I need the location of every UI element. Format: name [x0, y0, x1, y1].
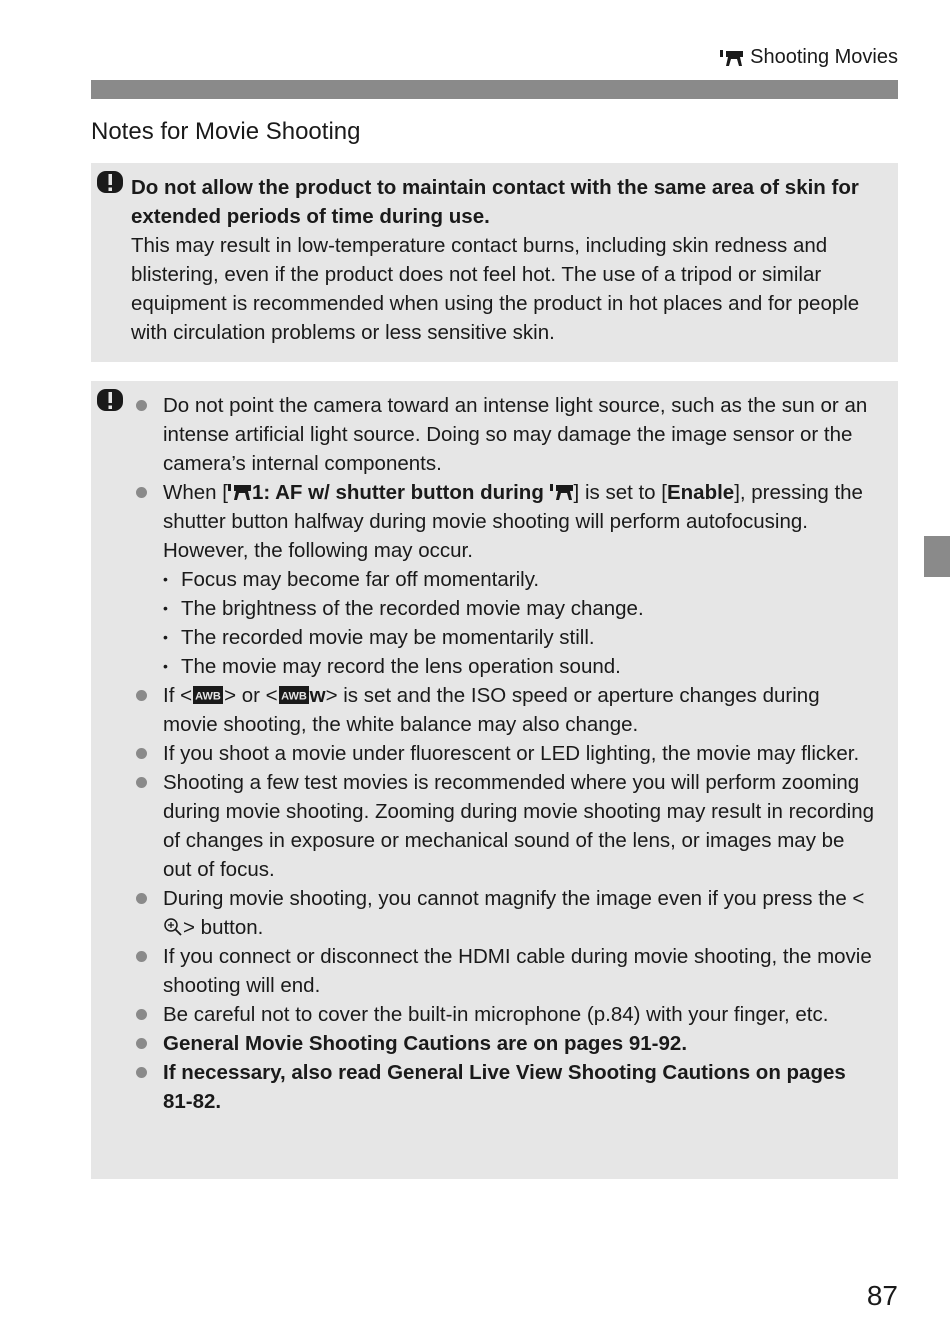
note-item: When [ 1: AF w/ shutter button during ] is set to [Enable], pressing the shutter button halfway during movie shooting will perform autofocusing. However, the following may occur. • Focus may become far off momentarily. • The brightness of the recorded movie may change. • The recorded movie may be momentarily still. • The movie may record the lens operation sound. [131, 478, 878, 681]
note-item: If you shoot a movie under fluorescent or LED lighting, the movie may flicker. [131, 739, 878, 768]
warning-headline: Do not allow the product to maintain contact with the same area of skin for extended periods of time during use. [131, 176, 859, 228]
movie-camera-icon [228, 482, 252, 502]
svg-text:AWB: AWB [280, 690, 307, 703]
note-item: If you connect or disconnect the HDMI cable during movie shooting, the movie shooting will end. [131, 942, 878, 1000]
page-number: 87 [866, 1280, 898, 1311]
note-item: General Movie Shooting Cautions are on pages 91-92. [131, 1029, 878, 1058]
caution-icon [95, 387, 125, 413]
bullet-icon [136, 748, 147, 759]
movie-camera-icon [550, 482, 574, 502]
page-title: Notes for Movie Shooting [91, 118, 361, 145]
bullet-icon [136, 1067, 147, 1078]
bullet-icon [136, 487, 147, 498]
bullet-icon [136, 893, 147, 904]
warning-body: This may result in low-temperature contact burns, including skin redness and blistering, even if the product does not feel hot. The use of a tripod or similar equipment is recommended when using the product in hot places and for people with circulation problems or less sensitive skin. [131, 234, 860, 344]
note-item: Shooting a few test movies is recommended where you will perform zooming during movie shooting. Zooming during movie shooting may result in recording of changes in exposure or mechanical sound of the lens, or images may be out of focus. [131, 768, 878, 884]
sub-item: • Focus may become far off momentarily. [163, 565, 878, 594]
note-item: If necessary, also read General Live View Shooting Cautions on pages 81-82. [131, 1058, 878, 1116]
bullet-icon [136, 777, 147, 788]
sub-item: • The movie may record the lens operation sound. [163, 652, 878, 681]
warning-box [91, 163, 898, 362]
note-item: If < AWB > or < AWB w> is set and the ISO speed or aperture changes during movie shooting, the white balance may also change. [131, 681, 878, 739]
bullet-icon [136, 690, 147, 701]
note-item: Do not point the camera toward an intense light source, such as the sun or an intense artificial light source. Doing so may damage the image sensor or the camera’s internal components. [131, 391, 878, 478]
awb-icon [278, 685, 310, 705]
magnify-icon [163, 917, 183, 937]
sub-item: • The recorded movie may be momentarily still. [163, 623, 878, 652]
header-bar [91, 80, 898, 99]
note-item: During movie shooting, you cannot magnify the image even if you press the <> button. [131, 884, 878, 942]
notes-box [91, 381, 898, 1179]
movie-camera-icon [720, 48, 744, 68]
chapter-tab [924, 536, 950, 577]
section-title: Shooting Movies [750, 46, 898, 68]
svg-text:AWB: AWB [195, 690, 221, 703]
caution-icon [95, 169, 125, 195]
bullet-icon [136, 951, 147, 962]
bullet-icon [136, 400, 147, 411]
awb-icon [192, 685, 224, 705]
sub-item: • The brightness of the recorded movie may change. [163, 594, 878, 623]
note-item: Be careful not to cover the built-in microphone (p.84) with your finger, etc. [131, 1000, 878, 1029]
bullet-icon [136, 1038, 147, 1049]
bullet-icon [136, 1009, 147, 1020]
running-header [720, 46, 898, 69]
